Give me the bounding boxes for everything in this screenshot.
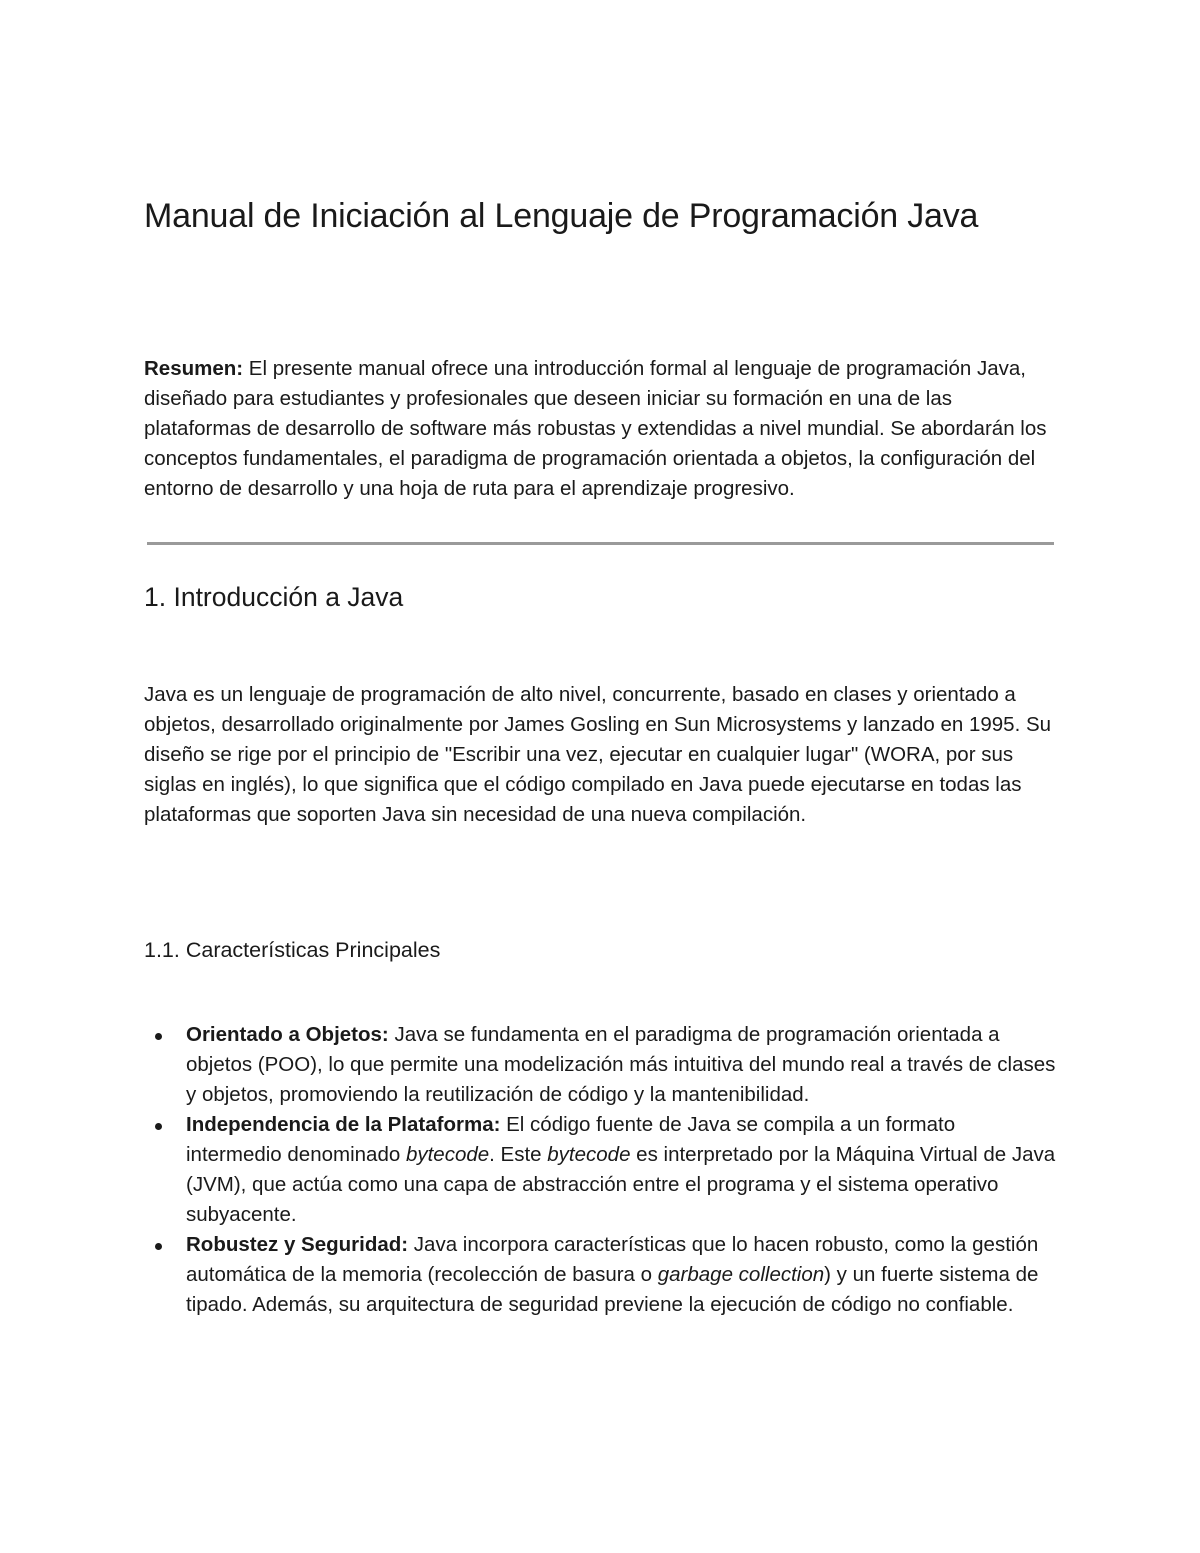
feature-text: ) y un fuerte sistema de tipado. Además, su arquitectura de seguridad previene la ejecución de código no confiable. — [186, 1263, 1039, 1316]
bullet-icon — [155, 1033, 162, 1040]
feature-term: Orientado a Objetos: — [186, 1023, 389, 1046]
feature-term: Robustez y Seguridad: — [186, 1233, 409, 1256]
feature-text: es interpretado por la Máquina Virtual de Java (JVM), que actúa como una capa de abstracción entre el programa y el sistema operativo subyacente. — [186, 1143, 1056, 1226]
feature-emphasis: bytecode — [405, 1143, 490, 1166]
section-heading-introduction: 1. Introducción a Java — [144, 582, 404, 612]
feature-term: Independencia de la Plataforma: — [186, 1113, 501, 1136]
feature-text: . Este — [489, 1143, 548, 1166]
subsection-heading-features: 1.1. Características Principales — [144, 938, 441, 962]
list-item — [144, 1110, 1056, 1230]
list-item — [144, 1230, 1056, 1320]
bullet-icon — [155, 1123, 162, 1130]
bullet-icon — [155, 1243, 162, 1250]
feature-emphasis: bytecode — [547, 1143, 631, 1166]
abstract-label: Resumen: — [144, 357, 244, 380]
document-title: Manual de Iniciación al Lenguaje de Programación Java — [144, 197, 979, 235]
feature-text: Java se fundamenta en el paradigma de programación orientada a objetos (POO), lo que permite una modelización más intuitiva del mundo real a través de clases y objetos, promoviendo la reutilización de código y la mantenibilidad. — [186, 1023, 1056, 1106]
feature-text: El código fuente de Java se compila a un formato intermedio denominado — [186, 1113, 956, 1166]
feature-text: Java incorpora características que lo hacen robusto, como la gestión automática de la memoria (recolección de basura o — [186, 1233, 1039, 1286]
abstract-text: El presente manual ofrece una introducción formal al lenguaje de programación Java, diseñado para estudiantes y profesionales que deseen iniciar su formación en una de las plataformas de desarrollo de software más robustas y extendidas a nivel mundial. Se abordarán los conceptos fundamentales, el paradigma de programación orientada a objetos, la configuración del entorno de desarrollo y una hoja de ruta para el aprendizaje progresivo. — [144, 357, 1047, 500]
abstract-paragraph — [144, 354, 1056, 504]
introduction-paragraph: Java es un lenguaje de programación de alto nivel, concurrente, basado en clases y orientado a objetos, desarrollado originalmente por James Gosling en Sun Microsystems y lanzado en 1995. Su diseño se rige por el principio de "Escribir una vez, ejecutar en cualquier lugar" (WORA, por sus siglas en inglés), lo que significa que el código compilado en Java puede ejecutarse en todas las plataformas que soporten Java sin necesidad de una nueva compilación. — [144, 683, 1052, 826]
list-item — [144, 1020, 1056, 1110]
feature-emphasis: garbage collection — [657, 1263, 825, 1286]
horizontal-divider — [147, 542, 1054, 545]
features-list — [144, 1020, 1056, 1320]
